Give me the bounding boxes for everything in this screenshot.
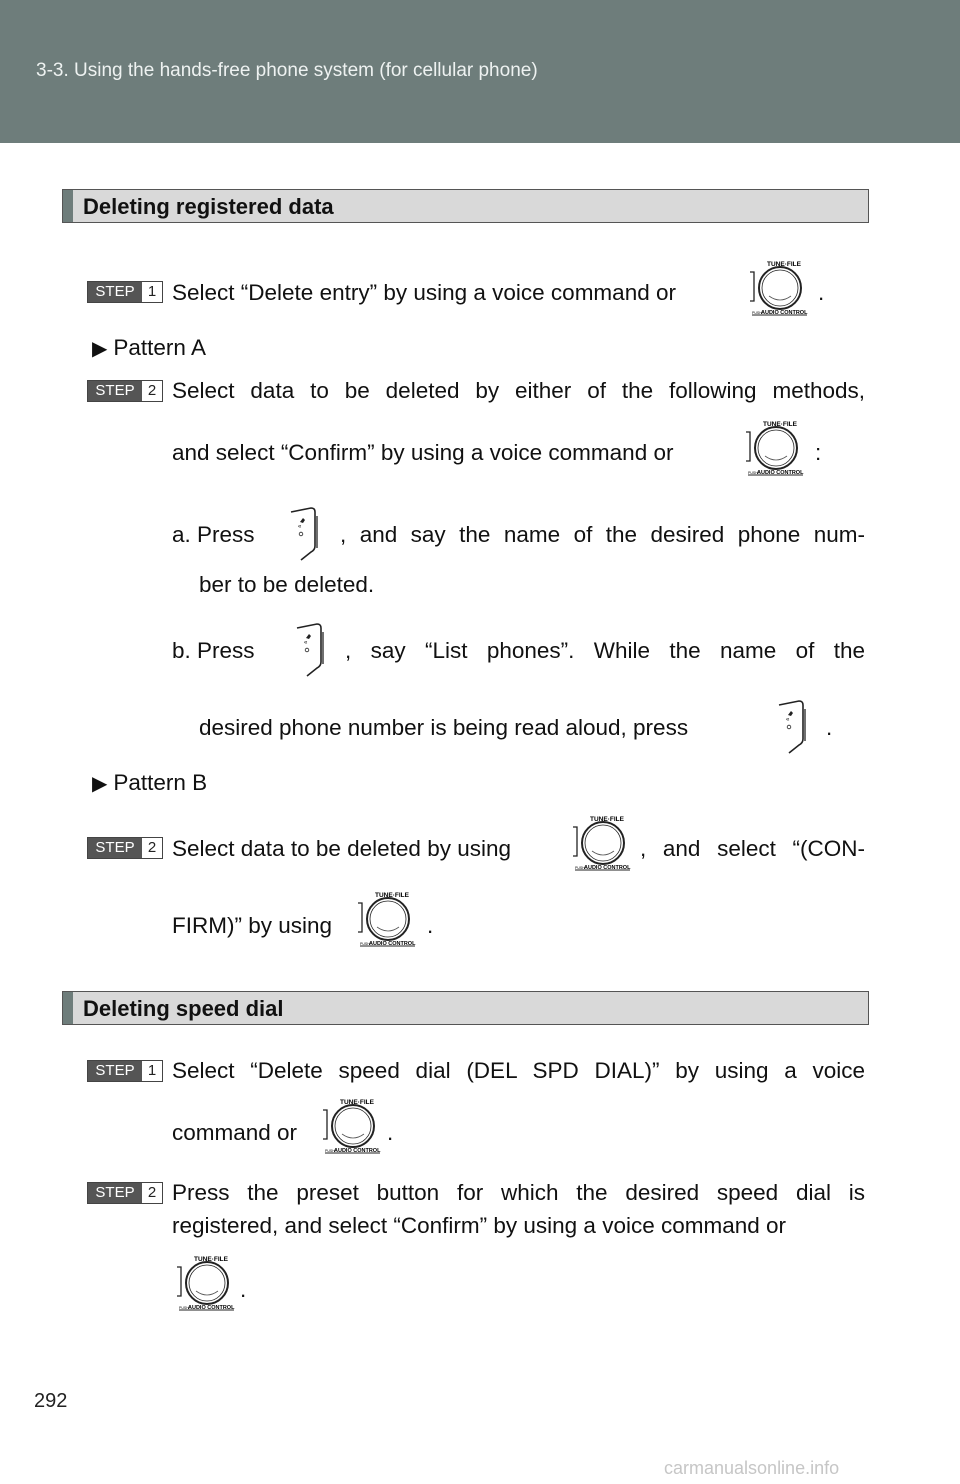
watermark: carmanualsonline.info <box>664 1458 840 1478</box>
punctuation: : <box>815 440 822 465</box>
step1-text: Select “Delete entry” by using a voice command or <box>172 280 676 305</box>
method-b-line2: desired phone number is being read aloud, press <box>199 715 689 740</box>
tune-file-knob-icon <box>568 813 638 875</box>
tune-file-knob-icon <box>745 258 815 320</box>
section-heading-deleting-registered-data: Deleting registered data <box>62 189 869 223</box>
punctuation: . <box>427 913 434 938</box>
method-b-prefix: b. Press <box>172 638 255 663</box>
step-b-suffix: , and select “(CON- <box>640 836 865 861</box>
punctuation: . <box>826 715 833 740</box>
step-b-prefix: Select data to be deleted by using <box>172 836 511 861</box>
breadcrumb: 3-3. Using the hands-free phone system (for cellular phone) <box>36 60 538 81</box>
method-b-suffix: , say “List phones”. While the name of the <box>345 638 865 663</box>
tune-file-knob-icon <box>318 1096 388 1158</box>
step-b-line2: FIRM)” by using <box>172 913 333 938</box>
punctuation: . <box>387 1120 394 1145</box>
step-a-line2: and select “Confirm” by using a voice command or <box>172 440 674 465</box>
tune-file-knob-icon <box>172 1253 242 1315</box>
pattern-a-label: ▶ Pattern A <box>92 335 206 360</box>
speed-dial-step2-line2: registered, and select “Confirm” by using a voice command or <box>172 1213 787 1238</box>
tune-file-knob-icon <box>353 889 423 951</box>
speed-dial-step1-line2: command or <box>172 1120 298 1145</box>
step-badge: STEP 1 <box>87 281 163 303</box>
page-number: 292 <box>34 1390 68 1412</box>
speed-dial-step2-line1: Press the preset button for which the desired speed dial is <box>172 1180 865 1205</box>
pattern-b-label: ▶ Pattern B <box>92 770 208 795</box>
step-badge: STEP 1 <box>87 1060 163 1082</box>
punctuation: . <box>240 1277 247 1302</box>
method-a-suffix: , and say the name of the desired phone num- <box>340 522 865 547</box>
step-a-line1: Select data to be deleted by either of the following methods, <box>172 378 865 403</box>
step-badge: STEP 2 <box>87 380 163 402</box>
method-a-line2: ber to be deleted. <box>199 572 375 597</box>
step-badge: STEP 2 <box>87 1182 163 1204</box>
talk-switch-icon <box>775 699 815 755</box>
tune-file-knob-icon <box>741 418 811 480</box>
talk-switch-icon <box>293 622 333 678</box>
method-a-prefix: a. Press <box>172 522 255 547</box>
step-badge: STEP 2 <box>87 837 163 859</box>
punctuation: . <box>818 280 825 305</box>
speed-dial-step1-line1: Select “Delete speed dial (DEL SPD DIAL)” by using a voice <box>172 1058 865 1083</box>
talk-switch-icon <box>287 506 327 562</box>
section-heading-deleting-speed-dial: Deleting speed dial <box>62 991 869 1025</box>
